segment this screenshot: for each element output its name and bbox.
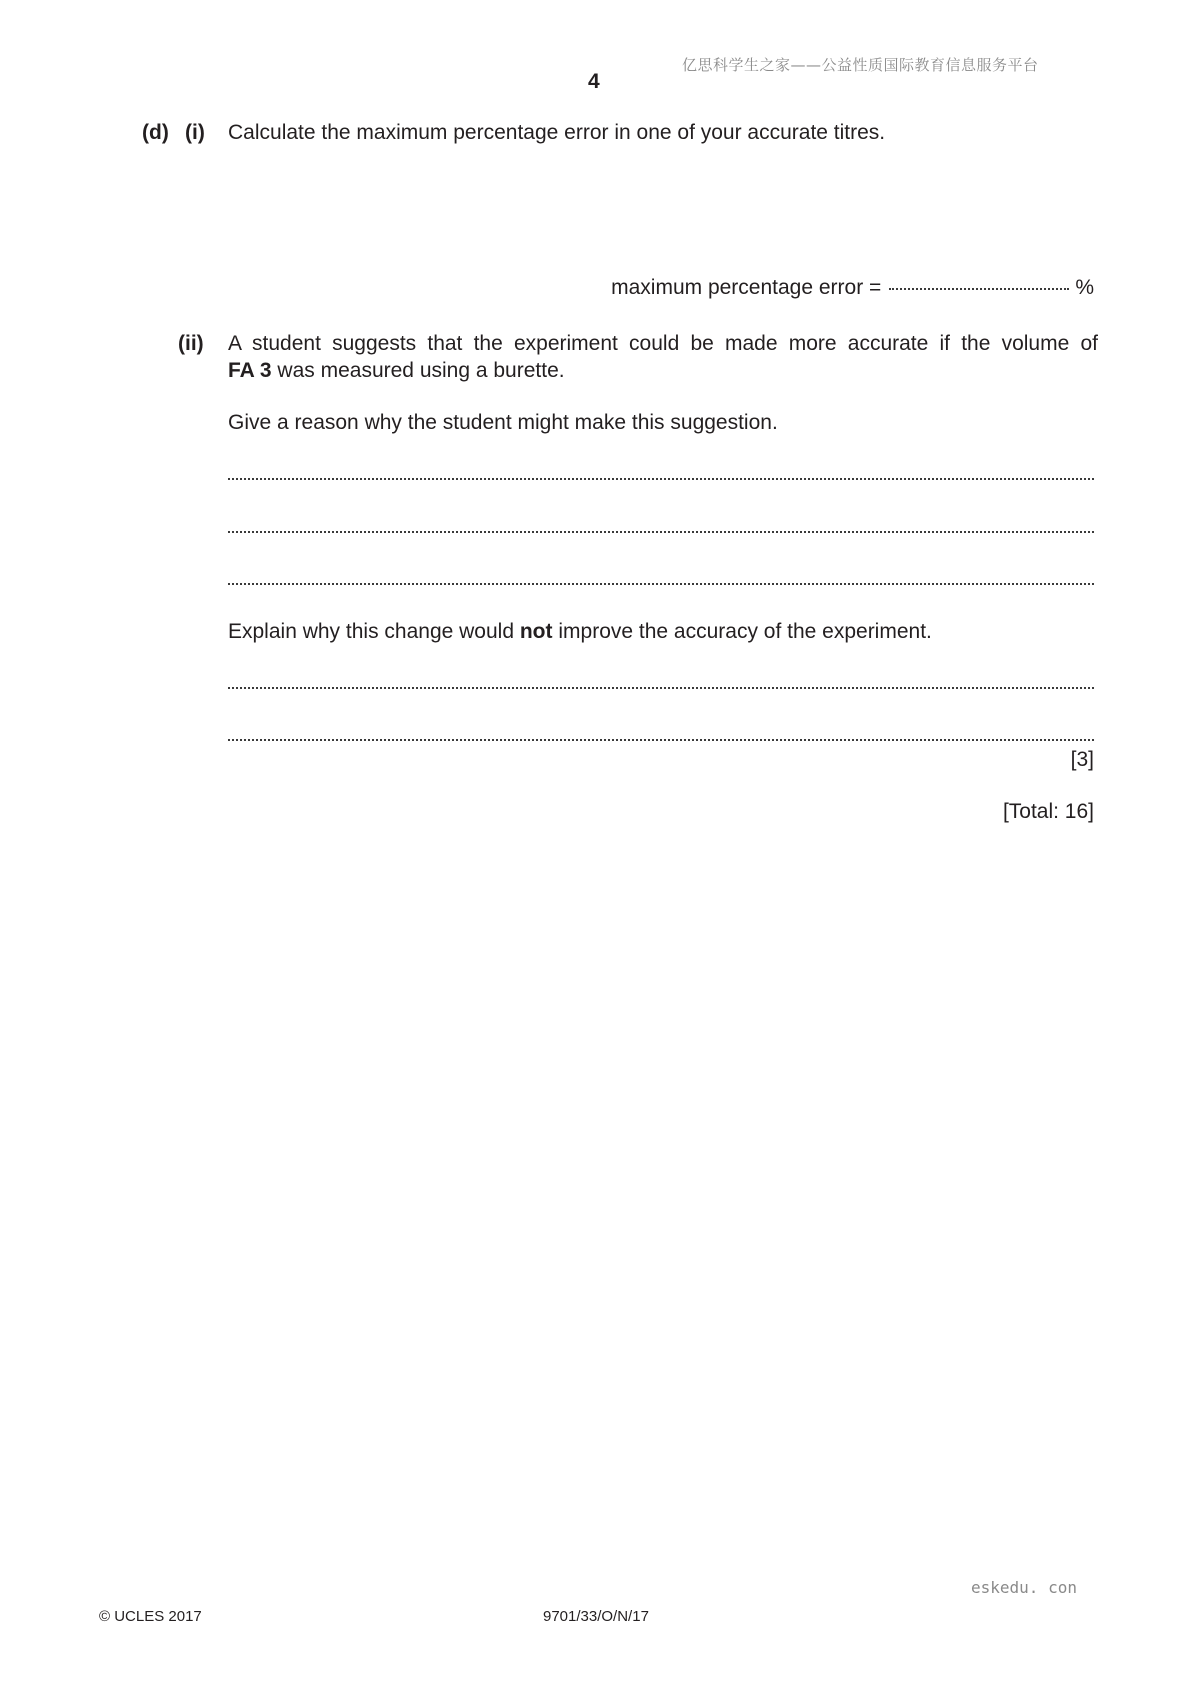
explain-prompt-start: Explain why this change would — [228, 620, 515, 643]
subpart-i-label: (i) — [185, 121, 205, 144]
subpart-ii-label: (ii) — [178, 332, 204, 355]
reason-answer-line-1[interactable] — [228, 478, 1094, 480]
explain-prompt — [228, 618, 932, 645]
copyright: © UCLES 2017 — [99, 1608, 202, 1625]
percentage-error-answer-field[interactable] — [889, 288, 1069, 290]
total-marks: [Total: 16] — [1002, 800, 1094, 823]
header-watermark: 亿思科学生之家——公益性质国际教育信息服务平台 — [682, 56, 1039, 74]
percentage-unit: % — [1075, 276, 1094, 299]
subpart-ii-statement-line2 — [228, 357, 565, 384]
percentage-error-label: maximum percentage error = — [611, 276, 882, 299]
reason-answer-line-2[interactable] — [228, 531, 1094, 533]
page-number: 4 — [588, 70, 600, 93]
paper-code: 9701/33/O/N/17 — [543, 1608, 649, 1625]
explain-prompt-end: improve the accuracy of the experiment. — [558, 620, 932, 643]
subpart-ii-statement-line1: A student suggests that the experiment could be made more accurate if the volume of — [228, 332, 1098, 355]
explain-answer-line-2[interactable] — [228, 739, 1094, 741]
percentage-error-answer-row — [611, 276, 1094, 300]
subpart-i-prompt: Calculate the maximum percentage error in one of your accurate titres. — [228, 121, 886, 144]
marks-indicator: [3] — [1070, 748, 1094, 771]
reagent-fa3: FA 3 — [228, 359, 272, 382]
subpart-ii-statement-end: was measured using a burette. — [277, 359, 565, 382]
reason-prompt: Give a reason why the student might make this suggestion. — [228, 411, 778, 434]
reason-answer-line-3[interactable] — [228, 583, 1094, 585]
footer-watermark: eskedu. con — [971, 1578, 1077, 1597]
explain-prompt-emphasis: not — [519, 620, 553, 643]
question-part-label: (d) — [142, 121, 169, 144]
explain-answer-line-1[interactable] — [228, 687, 1094, 689]
